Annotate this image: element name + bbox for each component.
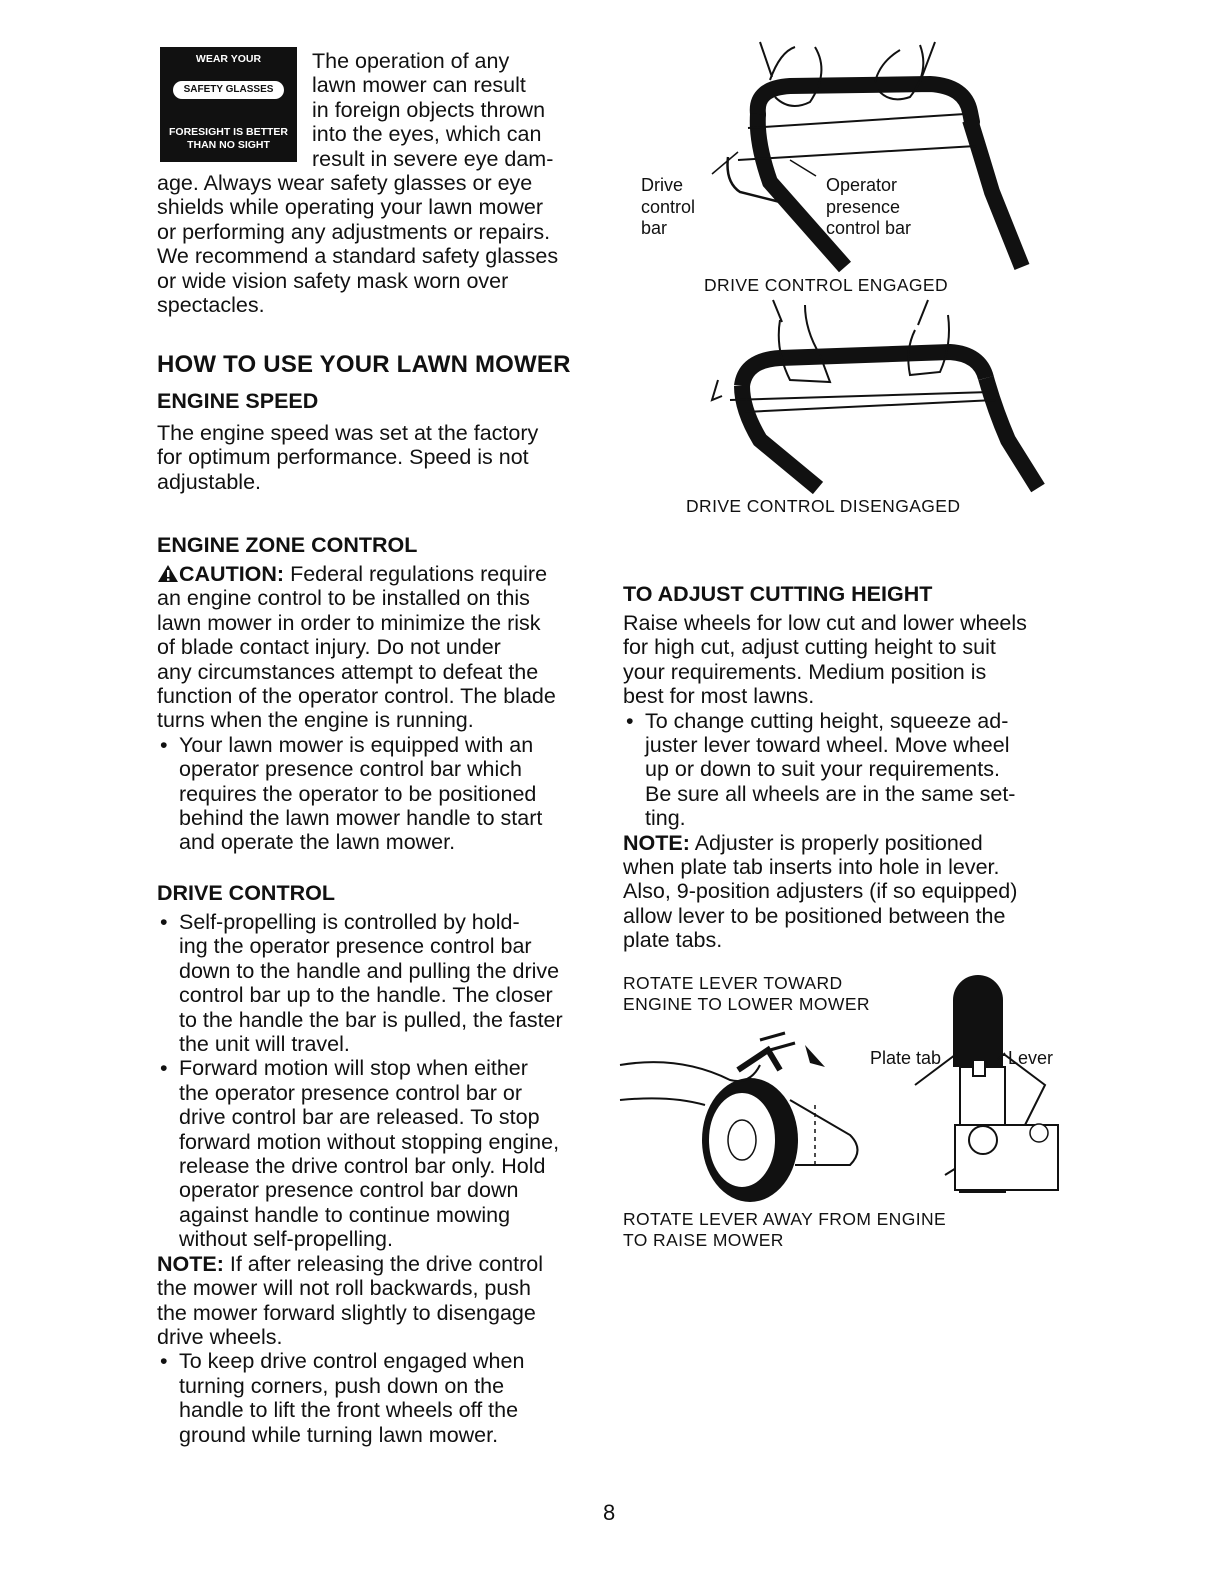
text-line: lawn mower in order to minimize the risk: [157, 610, 541, 635]
label-operator-presence-bar: [826, 175, 911, 240]
label-plate-tab: Plate tab: [870, 1048, 942, 1068]
list-item: [157, 1349, 597, 1447]
text-line: • Forward motion will stop when either: [179, 1056, 528, 1081]
text-line: • To change cutting height, squeeze ad-: [645, 708, 1009, 733]
text-line: plate tabs.: [623, 928, 723, 953]
text-line: operator presence control bar down: [179, 1178, 519, 1203]
text-line: of blade contact injury. Do not under: [157, 635, 501, 660]
note-line: [157, 1252, 597, 1276]
text-line: lawn mower can result: [312, 73, 526, 98]
text-line: ting.: [645, 806, 686, 831]
text-line: requires the operator to be positioned: [179, 781, 537, 806]
engine-zone-text: [157, 562, 597, 855]
caution-line: [157, 562, 597, 586]
caution-label: CAUTION:: [179, 562, 285, 586]
cutting-height-heading: TO ADJUST CUTTING HEIGHT: [623, 582, 933, 606]
text-line: an engine control to be installed on this: [157, 586, 530, 611]
text-line: without self-propelling.: [179, 1227, 393, 1252]
badge-line-1: WEAR YOUR: [195, 53, 262, 65]
text-line: function of the operator control. The blade: [157, 684, 556, 709]
text-line: to the handle the bar is pulled, the faster: [179, 1007, 563, 1032]
text-line: drive control bar are released. To stop: [179, 1105, 540, 1130]
text-line: against handle to continue mowing: [179, 1202, 511, 1227]
text-line: • To keep drive control engaged when: [179, 1349, 525, 1374]
text-line: operator presence control bar which: [179, 757, 522, 782]
lever-plate-detail-illustration: [905, 975, 1065, 1195]
text-line: into the eyes, which can: [312, 122, 542, 147]
intro-full-text: [157, 171, 558, 317]
label-drive-control-bar: [641, 175, 695, 240]
text-line: Raise wheels for low cut and lower wheels: [623, 611, 1027, 635]
text-line: adjustable.: [157, 469, 261, 494]
text-line: result in severe eye dam-: [312, 146, 554, 171]
caption-raise-mower: [623, 1209, 946, 1251]
text-line: We recommend a standard safety glasses: [157, 244, 559, 269]
list-item: [157, 733, 597, 855]
text-line: shields while operating your lawn mower: [157, 195, 543, 220]
text-line: • Your lawn mower is equipped with an: [179, 732, 534, 757]
text-line: handle to lift the front wheels off the: [179, 1398, 519, 1423]
text-line: drive wheels.: [157, 1324, 283, 1349]
warning-triangle-icon: [157, 564, 179, 583]
text-line: your requirements. Medium position is: [623, 659, 987, 684]
text-line: the mower will not roll backwards, push: [157, 1276, 532, 1301]
text-line: or wide vision safety mask worn over: [157, 268, 509, 293]
text-line: behind the lawn mower handle to start: [179, 806, 543, 831]
text-line: ROTATE LEVER AWAY FROM ENGINE: [623, 1209, 947, 1229]
text-line: bar: [641, 218, 668, 238]
handle-disengaged-illustration: [690, 300, 1050, 490]
text-line: in foreign objects thrown: [312, 97, 546, 122]
text-line: • Self-propelling is controlled by hold-: [179, 910, 520, 934]
text-line: TO RAISE MOWER: [623, 1230, 784, 1250]
text-line: ground while turning lawn mower.: [179, 1422, 499, 1447]
text-line: up or down to suit your requirements.: [645, 757, 1000, 782]
text-line: The operation of any: [312, 49, 510, 73]
section-title: HOW TO USE YOUR LAWN MOWER: [157, 351, 571, 378]
list-item: [623, 709, 1068, 831]
engine-speed-text: [157, 421, 538, 494]
page-number: 8: [603, 1500, 616, 1525]
text-span: Federal regulations require: [290, 562, 548, 586]
text-line: for optimum performance. Speed is not: [157, 445, 529, 470]
text-line: Also, 9-position adjusters (if so equipped): [623, 879, 1018, 904]
note-label: NOTE:: [157, 1251, 224, 1276]
text-span: If after releasing the drive control: [229, 1251, 543, 1276]
text-line: the operator presence control bar or: [179, 1080, 523, 1105]
text-span: Adjuster is properly positioned: [694, 830, 983, 855]
engine-zone-heading: ENGINE ZONE CONTROL: [157, 533, 418, 557]
text-line: turning corners, push down on the: [179, 1373, 505, 1398]
text-line: release the drive control bar only. Hold: [179, 1154, 546, 1179]
text-line: when plate tab inserts into hole in lever.: [623, 855, 1000, 880]
cutting-height-text: [623, 611, 1068, 953]
text-line: control: [641, 196, 696, 217]
text-line: or performing any adjustments or repairs.: [157, 219, 551, 244]
text-line: ENGINE TO LOWER MOWER: [623, 994, 870, 1014]
text-line: best for most lawns.: [623, 684, 815, 709]
text-line: Operator: [826, 175, 898, 195]
caption-drive-disengaged: DRIVE CONTROL DISENGAGED: [686, 496, 961, 516]
text-line: control bar: [826, 218, 912, 238]
caption-drive-engaged: DRIVE CONTROL ENGAGED: [704, 275, 949, 295]
safety-glasses-badge: [160, 47, 297, 162]
wheel-adjuster-illustration: [620, 1025, 870, 1205]
text-line: juster lever toward wheel. Move wheel: [645, 733, 1010, 758]
note-label: NOTE:: [623, 830, 690, 855]
drive-control-heading: DRIVE CONTROL: [157, 881, 335, 905]
text-line: control bar up to the handle. The closer: [179, 983, 553, 1008]
badge-line-3: FORESIGHT IS BETTER: [168, 126, 288, 138]
text-line: age. Always wear safety glasses or eye: [157, 171, 533, 195]
list-item: [157, 910, 597, 1056]
text-line: allow lever to be positioned between the: [623, 903, 1006, 928]
text-line: Be sure all wheels are in the same set-: [645, 781, 1016, 806]
badge-line-2: SAFETY GLASSES: [173, 81, 284, 99]
text-line: down to the handle and pulling the drive: [179, 958, 560, 983]
note-line: [623, 831, 1068, 855]
text-line: ing the operator presence control bar: [179, 934, 532, 959]
text-line: turns when the engine is running.: [157, 708, 474, 733]
text-line: any circumstances attempt to defeat the: [157, 659, 539, 684]
engine-speed-heading: ENGINE SPEED: [157, 389, 319, 413]
text-line: forward motion without stopping engine,: [179, 1129, 560, 1154]
text-line: and operate the lawn mower.: [179, 830, 456, 855]
text-line: the unit will travel.: [179, 1032, 350, 1057]
drive-control-text: [157, 910, 597, 1447]
badge-line-4: THAN NO SIGHT: [187, 139, 270, 151]
text-line: ROTATE LEVER TOWARD: [623, 973, 843, 993]
list-item: [157, 1056, 597, 1251]
text-line: the mower forward slightly to disengage: [157, 1300, 536, 1325]
label-lever: Lever: [1008, 1048, 1054, 1068]
text-line: Drive: [641, 175, 684, 195]
text-line: The engine speed was set at the factory: [157, 421, 539, 445]
text-line: spectacles.: [157, 293, 265, 318]
text-line: for high cut, adjust cutting height to suit: [623, 635, 996, 660]
text-line: presence: [826, 196, 901, 217]
intro-wrap-text: [312, 49, 553, 171]
caption-lower-mower: [623, 973, 870, 1015]
